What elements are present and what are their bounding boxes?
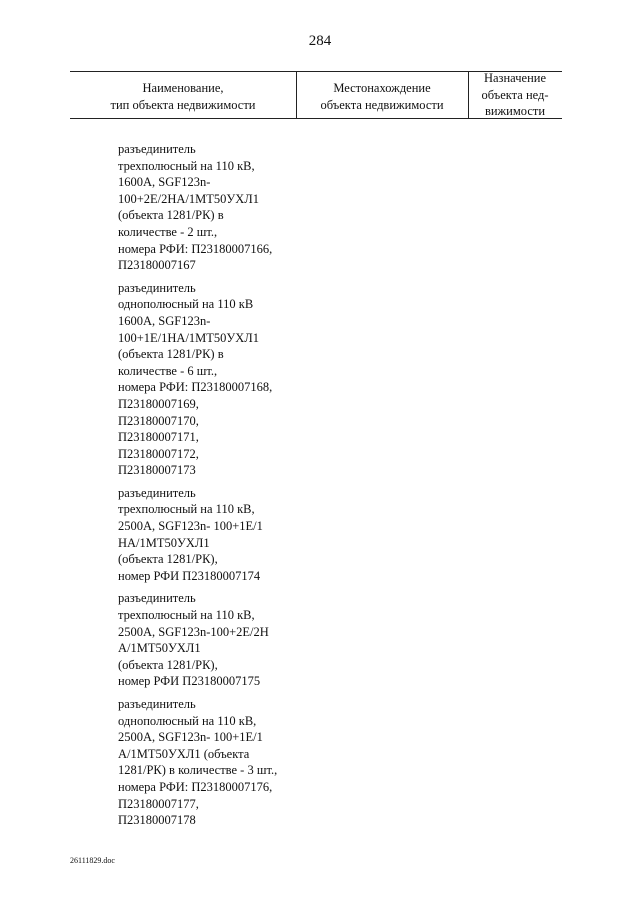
- item-line: (объекта 1281/РК) в: [118, 208, 224, 223]
- item-line: разъединитель: [118, 591, 196, 606]
- item-line: П23180007173: [118, 463, 196, 478]
- item-line: 2500А, SGF123n- 100+1Е/1: [118, 730, 263, 745]
- item-line: П23180007171,: [118, 430, 199, 445]
- header-line: объекта нед-: [481, 87, 549, 102]
- header-line: вижимости: [484, 104, 546, 119]
- item-line: (объекта 1281/РК) в: [118, 347, 224, 362]
- item-line: количестве - 2 шт.,: [118, 224, 218, 239]
- item-line: П23180007177,: [118, 796, 199, 811]
- list-item: [118, 141, 318, 274]
- item-line: трехполюсный на 110 кВ,: [118, 502, 255, 517]
- property-items-list: [118, 141, 318, 835]
- item-line: номера РФИ: П23180007176,: [118, 779, 273, 794]
- item-line: (объекта 1281/РК),: [118, 552, 218, 567]
- item-line: однополюсный на 110 кВ,: [118, 713, 257, 728]
- item-line: 1600А, SGF123n-: [118, 313, 211, 328]
- header-line: тип объекта недвижимости: [110, 97, 256, 112]
- item-line: трехполюсный на 110 кВ,: [118, 608, 255, 623]
- item-line: НА/1МТ50УХЛ1: [118, 535, 210, 550]
- item-line: (объекта 1281/РК),: [118, 657, 218, 672]
- file-name-footer: 26111829.doc: [70, 856, 115, 865]
- item-line: 1281/РК) в количестве - 3 шт.,: [118, 763, 278, 778]
- item-line: 100+2Е/2НА/1МТ50УХЛ1: [118, 191, 260, 206]
- item-line: номер РФИ П23180007175: [118, 674, 261, 689]
- item-line: П23180007170,: [118, 413, 199, 428]
- item-line: 2500А, SGF123n- 100+1Е/1: [118, 519, 263, 534]
- item-line: П23180007169,: [118, 396, 199, 411]
- list-item: [118, 590, 318, 690]
- item-line: номера РФИ: П23180007168,: [118, 380, 273, 395]
- item-line: однополюсный на 110 кВ: [118, 297, 254, 312]
- header-line: Наименование,: [142, 81, 224, 95]
- item-line: номер РФИ П23180007174: [118, 568, 261, 583]
- item-line: П23180007167: [118, 258, 196, 273]
- header-line: объекта недвижимости: [320, 97, 444, 112]
- item-line: 1600А, SGF123n-: [118, 175, 211, 190]
- list-item: [118, 485, 318, 585]
- header-location: [296, 80, 468, 113]
- item-line: 100+1Е/1НА/1МТ50УХЛ1: [118, 330, 260, 345]
- header-line: Местонахождение: [333, 81, 431, 95]
- list-item: [118, 696, 318, 829]
- item-line: разъединитель: [118, 485, 196, 500]
- item-line: номера РФИ: П23180007166,: [118, 241, 273, 256]
- item-line: количестве - 6 шт.,: [118, 363, 218, 378]
- header-line: Назначение: [483, 71, 546, 85]
- header-name-type: [70, 80, 296, 113]
- page-number: 284: [308, 33, 332, 49]
- list-item: [118, 280, 318, 479]
- item-line: П23180007172,: [118, 446, 199, 461]
- item-line: П23180007178: [118, 813, 196, 828]
- item-line: трехполюсный на 110 кВ,: [118, 158, 255, 173]
- item-line: 2500А, SGF123n-100+2Е/2Н: [118, 624, 269, 639]
- item-line: А/1МТ50УХЛ1: [118, 641, 201, 656]
- item-line: разъединитель: [118, 142, 196, 156]
- item-line: А/1МТ50УХЛ1 (объекта: [118, 746, 250, 761]
- header-purpose: [468, 70, 562, 120]
- item-line: разъединитель: [118, 280, 196, 295]
- item-line: разъединитель: [118, 697, 196, 711]
